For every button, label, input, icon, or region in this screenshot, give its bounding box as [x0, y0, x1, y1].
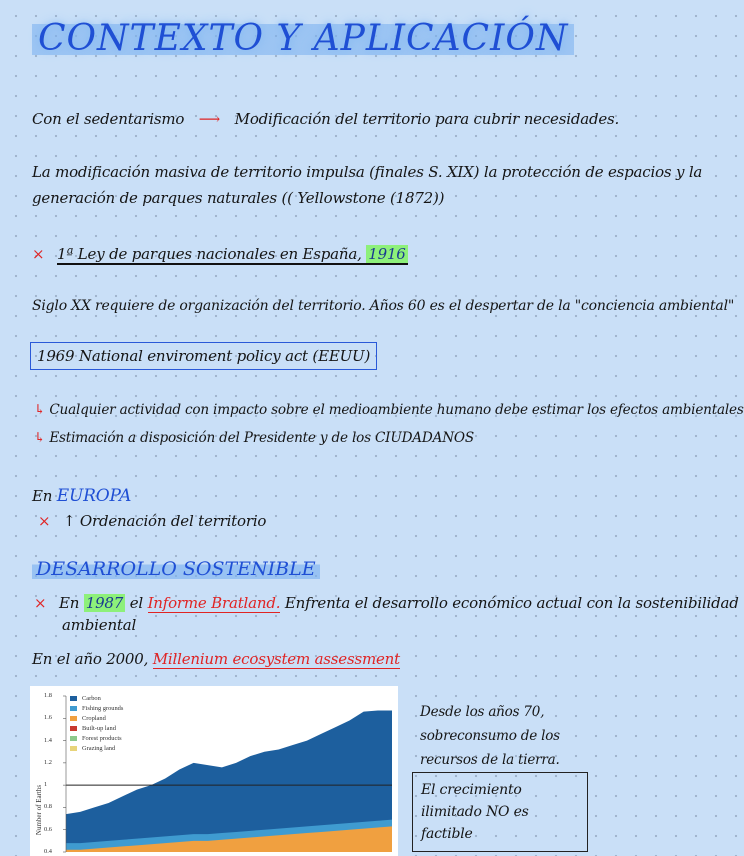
bullet-estimacion — [34, 430, 474, 446]
ordenacion-line — [38, 512, 266, 530]
ley-underline-group — [57, 245, 408, 265]
ley-parques-text: 1ª Ley de parques nacionales en España, — [56, 245, 362, 263]
europa-line — [32, 486, 131, 506]
legend-swatch — [70, 746, 77, 751]
return-arrow-icon: ↳ — [34, 402, 50, 418]
informe-name: Informe Bratland. — [147, 594, 281, 612]
sedentarismo-text: Con el sedentarismo — [32, 110, 185, 128]
sedentarismo-line — [32, 110, 619, 128]
legend-label: Cropland — [82, 715, 106, 722]
ley-parques-line — [32, 245, 408, 263]
return-arrow-icon: ↳ — [34, 430, 50, 446]
modificacion-text: Modificación del territorio para cubrir necesidades. — [234, 110, 620, 128]
milenium-name: Millenium ecosystem assessment — [152, 650, 400, 668]
legend-swatch — [70, 706, 77, 711]
legend-item — [70, 704, 123, 714]
legend-label: Built-up land — [82, 725, 116, 732]
legend-item — [70, 744, 123, 754]
cross-mark-icon: × — [32, 245, 45, 263]
siglo-xx-line: Siglo XX requiere de organización del territorio. Años 60 es el despertar de la "conciencia ambiental" — [32, 298, 735, 314]
ecological-footprint-chart — [30, 686, 398, 856]
informe-line — [34, 594, 739, 612]
y-tick-label: 0.8 — [44, 803, 52, 811]
legend-swatch — [70, 736, 77, 741]
chart-legend — [70, 694, 123, 754]
ordenacion-text: ↑ Ordenación del territorio — [62, 512, 267, 530]
y-tick-label: 1.6 — [44, 714, 52, 722]
legend-label: Carbon — [82, 695, 101, 702]
informe-prefix: En — [58, 594, 80, 612]
legend-item — [70, 724, 123, 734]
y-tick-label: 1 — [44, 781, 48, 789]
informe-year: 1987 — [85, 594, 124, 612]
europa-word: EUROPA — [56, 486, 132, 506]
bullet-estimacion-text: Estimación a disposición del Presidente y de los CIUDADANOS — [49, 430, 474, 446]
legend-label: Grazing land — [82, 745, 116, 752]
legend-item — [70, 734, 123, 744]
note-crecimiento-box: El crecimiento ilimitado NO es factible — [412, 772, 588, 852]
informe-rest: Enfrenta el desarrollo económico actual con la sostenibilidad — [284, 594, 739, 612]
informe-rest-line-2: ambiental — [62, 616, 137, 634]
bullet-actividad-text: Cualquier actividad con impacto sobre el medioambiente humano debe estimar los efectos ambientales — [49, 402, 744, 418]
informe-mid: el — [129, 594, 143, 612]
chart-y-label: Number of Earths — [35, 784, 44, 836]
milenium-line — [32, 650, 400, 668]
nepa-box: 1969 National enviroment policy act (EEUU) — [30, 342, 377, 370]
y-tick-label: 1.2 — [44, 758, 52, 766]
note-sobreconsumo: Desde los años 70, sobreconsumo de los recursos de la tierra. — [420, 704, 560, 768]
milenium-prefix: En el año 2000, — [32, 650, 149, 668]
legend-label: Fishing grounds — [82, 705, 124, 712]
legend-swatch — [70, 726, 77, 731]
y-tick-label: 0.4 — [44, 848, 52, 855]
section-subtitle: DESARROLLO SOSTENIBLE — [32, 558, 320, 580]
cross-mark-icon: × — [34, 594, 47, 612]
y-tick-label: 0.6 — [44, 825, 52, 833]
legend-item — [70, 714, 123, 724]
modificacion-masiva-line-2: generación de parques naturales (( Yellowstone (1872)) — [32, 189, 445, 207]
legend-label: Forest products — [82, 735, 122, 742]
cross-mark-icon: × — [38, 512, 51, 530]
legend-swatch — [70, 696, 77, 701]
page-title: CONTEXTO Y APLICACIÓN — [32, 18, 574, 59]
y-tick-label: 1.4 — [44, 736, 52, 744]
europa-prefix: En — [32, 487, 53, 505]
modificacion-masiva-line-1: La modificación masiva de territorio impulsa (finales S. XIX) la protección de espacios y la — [32, 163, 703, 181]
arrow-right-icon: ⟶ — [198, 110, 221, 128]
ley-year: 1916 — [368, 245, 406, 263]
legend-swatch — [70, 716, 77, 721]
legend-item — [70, 694, 123, 704]
bullet-actividad — [34, 402, 744, 418]
y-tick-label: 1.8 — [44, 692, 52, 699]
